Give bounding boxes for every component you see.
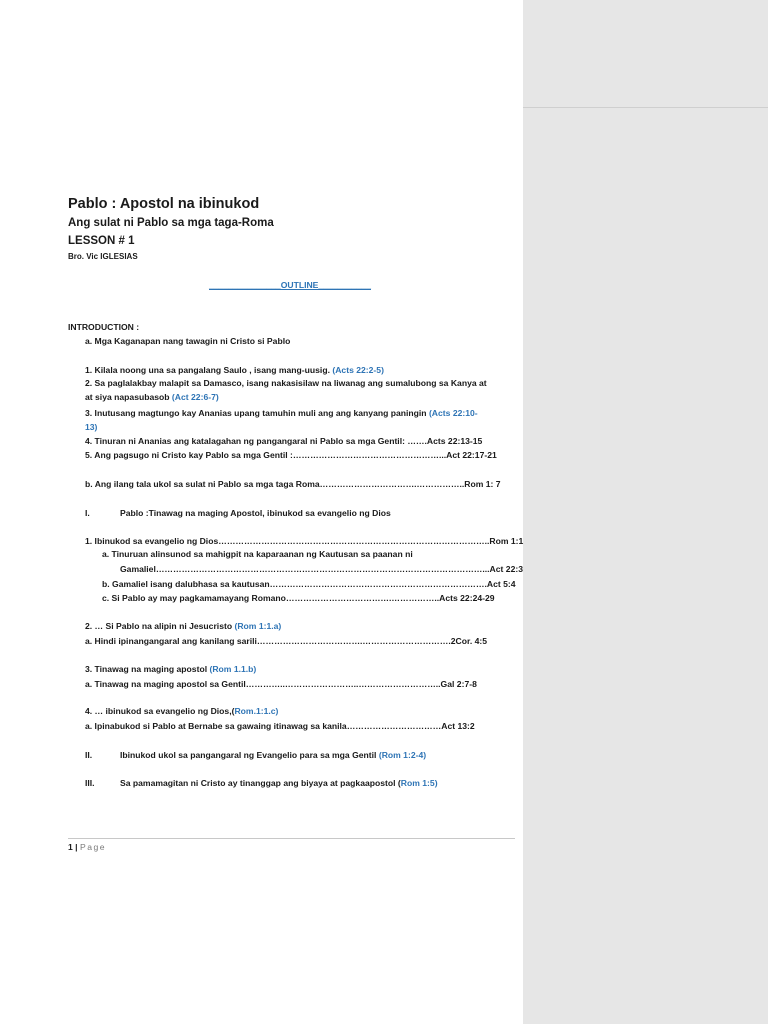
section-1-item-4: 4. … ibinukod sa evangelio ng Dios,(Rom.1:1.c) [85,706,279,716]
document-subtitle: Ang sulat ni Pablo sa mga taga-Roma [68,217,274,229]
section-1-item-1c: c. Si Pablo ay may pagkamamayang Romano……………………………….……………..Acts 22:24-29 [102,593,495,603]
intro-list-item-2: 2. Sa paglalakbay malapit sa Damasco, isang nakasisilaw na liwanag ang sumalubong sa Kanya at [85,378,487,388]
intro-list-item-3: 3. Inutusang magtungo kay Ananias upang tamuhin muli ang ang kanyang paningin (Acts 22:10- [85,408,478,418]
author-line: Bro. Vic IGLESIAS [68,252,138,261]
page-number: 1 [68,842,73,852]
footer-divider [68,838,515,839]
intro-list-item-5: 5. Ang pagsugo ni Cristo kay Pablo sa mga Gentil :……………………………………………...Act 22:17-21 [85,450,497,460]
comment-pane-divider [523,107,768,108]
intro-list-item-1: 1. Kilala noong una sa pangalang Saulo , isang mang-uusig. (Acts 22:2-5) [85,365,384,375]
outline-heading: _______________OUTLINE___________ [209,280,371,290]
section-1-number: I. [85,508,90,518]
page-label: Page [79,842,107,852]
section-1-item-2: 2. … Si Pablo na alipin ni Jesucristo (Rom 1:1.a) [85,621,282,631]
intro-list-item-4: 4. Tinuran ni Ananias ang katalagahan ng pangangaral ni Pablo sa mga Gentil: …….Acts 22:13-15 [85,436,483,446]
section-1-item-1: 1. Ibinukod sa evangelio ng Dios…………………………………………………………………………………..Rom 1:1 [85,536,524,546]
intro-item-a: a. Mga Kaganapan nang tawagin ni Cristo si Pablo [85,336,291,346]
section-1-item-2a: a. Hindi ipinangangaral ang kanilang sarili……………………………….………………………….2Cor. 4:5 [85,636,488,646]
comment-pane [523,0,768,1024]
section-1-item-1b: b. Gamaliel isang dalubhasa sa kautusan………………………………………………………………….Act 5:4 [102,579,516,589]
section-1-item-3a: a. Tinawag na maging apostol sa Gentil…………..……………………..………………………..Gal 2:7-8 [85,679,477,689]
intro-list-item-2-cont: at siya napasubasob (Act 22:6-7) [85,392,219,402]
section-3-heading: Sa pamamagitan ni Cristo ay tinanggap ang biyaya at pagkaapostol (Rom 1:5) [120,778,438,788]
section-1-item-1a: a. Tinuruan alinsunod sa mahigpit na kaparaanan ng Kautusan sa paanan ni [102,549,413,559]
document-title: Pablo : Apostol na ibinukod [68,196,260,212]
section-2-number: II. [85,750,93,760]
section-1-heading: Pablo :Tinawag na maging Apostol, ibinukod sa evangelio ng Dios [120,508,391,518]
page-separator: | [72,842,80,852]
section-3-number: III. [85,778,95,788]
section-1-item-4a: a. Ipinabukod si Pablo at Bernabe sa gawaing itinawag sa kanila……………………………Act 13:2 [85,721,475,731]
section-1-item-3: 3. Tinawag na maging apostol (Rom 1.1.b) [85,664,257,674]
section-2-heading: Ibinukod ukol sa pangangaral ng Evangelio para sa mga Gentil (Rom 1:2-4) [120,750,427,760]
intro-heading: INTRODUCTION : [68,322,140,332]
intro-item-b: b. Ang ilang tala ukol sa sulat ni Pablo sa mga taga Roma…………………………….……………..Rom 1: 7 [85,479,501,489]
intro-list-item-3-cont: 13) [85,422,98,432]
page-footer [68,841,106,853]
section-1-item-1a-cont: Gamaliel……………………………………………………………………………………………………...Act 22:3 [120,564,523,574]
lesson-label: LESSON # 1 [68,235,135,247]
